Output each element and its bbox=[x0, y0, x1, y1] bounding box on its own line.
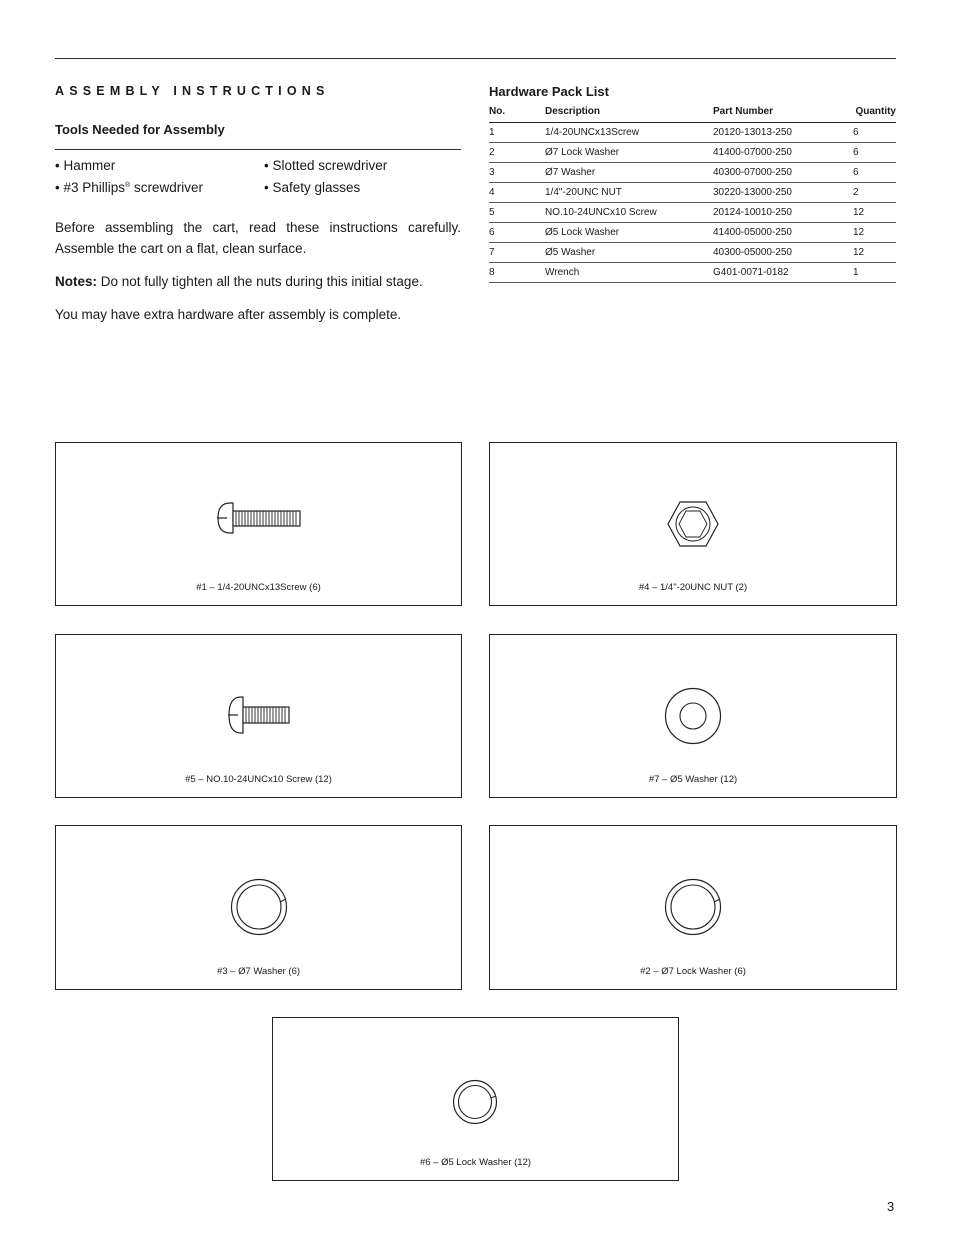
lock-washer-icon bbox=[664, 878, 722, 936]
lock-washer-icon bbox=[452, 1079, 498, 1125]
part-box-washer-5 bbox=[489, 634, 897, 798]
table-header-row bbox=[489, 101, 896, 122]
table-row bbox=[489, 182, 896, 202]
tools-rule bbox=[55, 149, 461, 150]
part-caption: #6 – Ø5 Lock Washer (12) bbox=[419, 1157, 532, 1168]
cell-no: 6 bbox=[489, 222, 545, 242]
cell-description: Ø5 Washer bbox=[545, 243, 713, 263]
table-row bbox=[489, 263, 896, 283]
table-row bbox=[489, 142, 896, 162]
part-box-screw-large bbox=[55, 442, 462, 606]
cell-description: NO.10-24UNCx10 Screw bbox=[545, 202, 713, 222]
cell-no: 4 bbox=[489, 182, 545, 202]
cell-part-number: 41400-07000-250 bbox=[713, 142, 853, 162]
col-part-number: Part Number bbox=[713, 101, 853, 122]
washer-icon bbox=[664, 687, 722, 745]
section-title: ASSEMBLY INSTRUCTIONS bbox=[55, 84, 330, 98]
cell-description: Ø7 Lock Washer bbox=[545, 142, 713, 162]
cell-part-number: G401-0071-0182 bbox=[713, 263, 853, 283]
page-number: 3 bbox=[887, 1199, 895, 1214]
tools-heading: Tools Needed for Assembly bbox=[55, 122, 225, 137]
hardware-table bbox=[489, 101, 896, 283]
part-box-lock-washer-5 bbox=[272, 1017, 679, 1181]
cell-description: Ø5 Lock Washer bbox=[545, 222, 713, 242]
col-description: Description bbox=[545, 101, 713, 122]
cell-quantity: 1 bbox=[853, 263, 896, 283]
part-caption: #7 – Ø5 Washer (12) bbox=[648, 774, 738, 785]
part-caption: #4 – 1/4"-20UNC NUT (2) bbox=[638, 582, 748, 593]
table-row bbox=[489, 122, 896, 142]
cell-part-number: 20124-10010-250 bbox=[713, 202, 853, 222]
notes-paragraph bbox=[55, 271, 461, 292]
cell-quantity: 12 bbox=[853, 202, 896, 222]
cell-no: 5 bbox=[489, 202, 545, 222]
phillips-prefix: • #3 Phillips bbox=[55, 180, 126, 195]
cell-quantity: 6 bbox=[853, 122, 896, 142]
cell-description: 1/4"-20UNC NUT bbox=[545, 182, 713, 202]
hex-nut-icon bbox=[666, 499, 720, 549]
screw-icon bbox=[224, 693, 294, 737]
cell-no: 2 bbox=[489, 142, 545, 162]
phillips-suffix: screwdriver bbox=[130, 180, 203, 195]
cell-no: 8 bbox=[489, 263, 545, 283]
table-row bbox=[489, 222, 896, 242]
washer-icon bbox=[230, 878, 288, 936]
col-no: No. bbox=[489, 101, 545, 122]
part-caption: #3 – Ø7 Washer (6) bbox=[216, 966, 301, 977]
tool-phillips-screwdriver bbox=[55, 180, 203, 195]
cell-no: 1 bbox=[489, 122, 545, 142]
cell-no: 3 bbox=[489, 162, 545, 182]
part-caption: #1 – 1/4-20UNCx13Screw (6) bbox=[196, 582, 321, 593]
cell-description: Wrench bbox=[545, 263, 713, 283]
col-quantity: Quantity bbox=[853, 101, 896, 122]
table-row bbox=[489, 202, 896, 222]
cell-quantity: 12 bbox=[853, 243, 896, 263]
part-box-nut bbox=[489, 442, 897, 606]
cell-part-number: 40300-07000-250 bbox=[713, 162, 853, 182]
cell-quantity: 2 bbox=[853, 182, 896, 202]
registered-mark: ® bbox=[125, 182, 131, 189]
notes-label: Notes: bbox=[55, 274, 98, 289]
part-caption: #5 – NO.10-24UNCx10 Screw (12) bbox=[185, 774, 332, 785]
cell-quantity: 6 bbox=[853, 142, 896, 162]
cell-description: Ø7 Washer bbox=[545, 162, 713, 182]
notes-text: Do not fully tighten all the nuts during this initial stage. bbox=[97, 274, 423, 289]
part-box-lock-washer-7 bbox=[489, 825, 897, 990]
part-box-screw-small bbox=[55, 634, 462, 798]
extra-hardware-paragraph: You may have extra hardware after assembly is complete. bbox=[55, 307, 402, 322]
table-row bbox=[489, 243, 896, 263]
hardware-list-title: Hardware Pack List bbox=[489, 84, 609, 99]
cell-part-number: 30220-13000-250 bbox=[713, 182, 853, 202]
cell-description: 1/4-20UNCx13Screw bbox=[545, 122, 713, 142]
top-rule bbox=[55, 58, 896, 59]
cell-part-number: 41400-05000-250 bbox=[713, 222, 853, 242]
part-caption: #2 – Ø7 Lock Washer (6) bbox=[640, 966, 746, 977]
cell-part-number: 40300-05000-250 bbox=[713, 243, 853, 263]
tool-slotted-screwdriver: • Slotted screwdriver bbox=[264, 158, 388, 173]
part-box-washer-7 bbox=[55, 825, 462, 990]
cell-part-number: 20120-13013-250 bbox=[713, 122, 853, 142]
tool-hammer: • Hammer bbox=[55, 158, 116, 173]
tool-safety-glasses: • Safety glasses bbox=[264, 180, 361, 195]
cell-quantity: 12 bbox=[853, 222, 896, 242]
cell-quantity: 6 bbox=[853, 162, 896, 182]
table-row bbox=[489, 162, 896, 182]
screw-icon bbox=[214, 498, 306, 538]
cell-no: 7 bbox=[489, 243, 545, 263]
intro-paragraph: Before assembling the cart, read these instructions carefully. Assemble the cart on a flat, clean surface. bbox=[55, 220, 461, 256]
